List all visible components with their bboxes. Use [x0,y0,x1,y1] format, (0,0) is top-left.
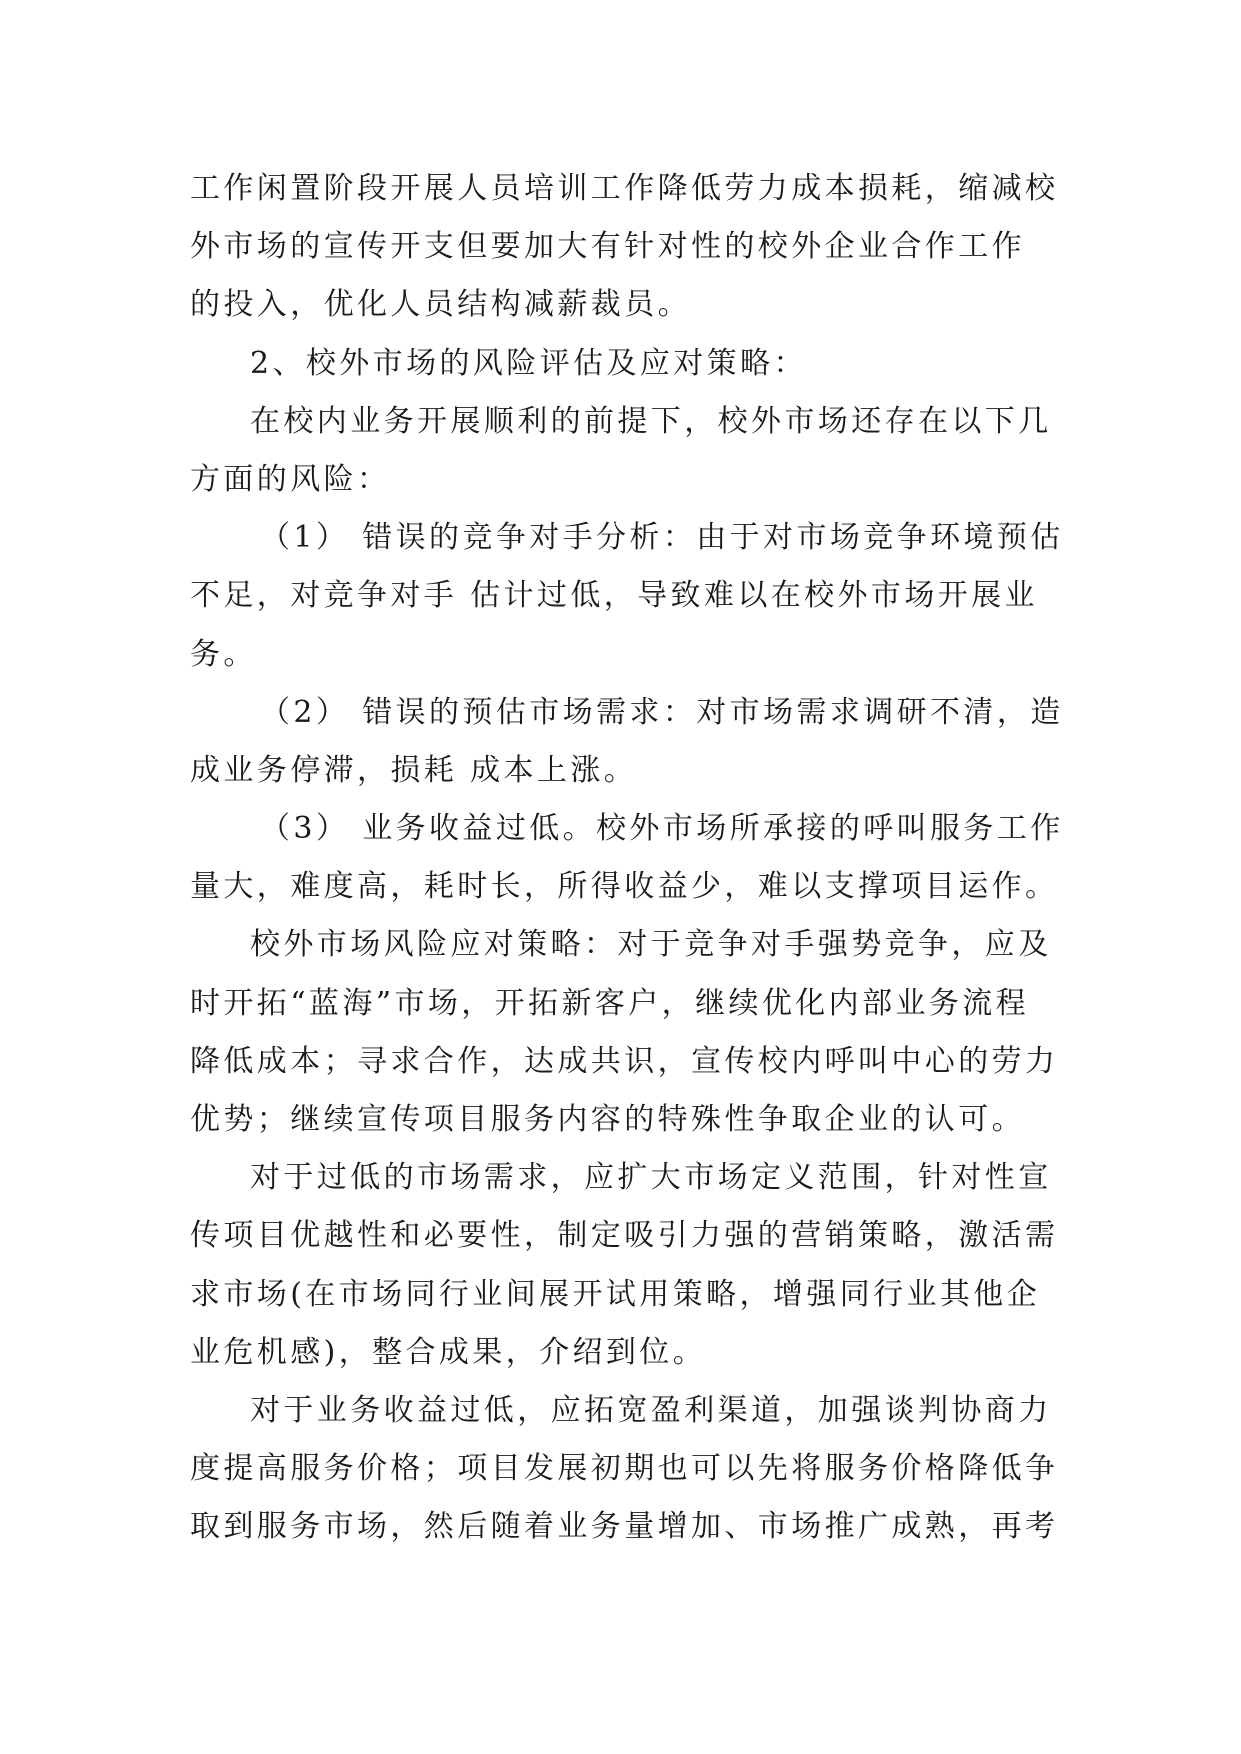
text-line: 成业务停滞，损耗 成本上涨。 [190,752,638,788]
text-line: 的投入，优化人员结构减薪裁员。 [190,287,691,323]
text-line: 业危机感)，整合成果，介绍到位。 [190,1334,707,1370]
document-body [190,160,1064,1557]
text-line: 量大，难度高，耗时长，所得收益少，难以支撑项目运作。 [190,869,1059,905]
text-line: 方面的风险： [190,461,391,497]
text-line: 传项目优越性和必要性，制定吸引力强的营销策略，激活需 [190,1218,1059,1254]
text-line: 务。 [190,636,257,672]
text-line: 工作闲置阶段开展人员培训工作降低劳力成本损耗，缩减校 [190,171,1059,206]
text-line: 优势；继续宣传项目服务内容的特殊性争取企业的认可。 [190,1102,1025,1137]
text-line: （2） 错误的预估市场需求：对市场需求调研不清，造 [260,694,1064,730]
text-line: 2、校外市场的风险评估及应对策略： [250,345,807,381]
text-line: 度提高服务价格；项目发展初期也可以先将服务价格降低争 [190,1451,1059,1487]
text-line: （3） 业务收益过低。校外市场所承接的呼叫服务工作 [260,811,1064,847]
text-line: 降低成本；寻求合作，达成共识，宣传校内呼叫中心的劳力 [190,1043,1059,1079]
text-line: 外市场的宣传开支但要加大有针对性的校外企业合作工作 [190,229,1025,265]
text-line: 在校内业务开展顺利的前提下，校外市场还存在以下几 [250,403,1052,439]
text-line: 取到服务市场，然后随着业务量增加、市场推广成熟，再考 [190,1509,1059,1545]
text-line: 对于过低的市场需求，应扩大市场定义范围，针对性宣 [250,1160,1052,1196]
text-line: （1） 错误的竞争对手分析：由于对市场竞争环境预估 [260,520,1064,556]
text-line: 不足，对竞争对手 估计过低，导致难以在校外市场开展业 [190,578,1038,614]
text-line: 时开拓“蓝海”市场，开拓新客户，继续优化内部业务流程 [190,985,1030,1021]
text-line: 求市场(在市场同行业间展开试用策略，增强同行业其他企 [190,1276,1041,1312]
text-line: 对于业务收益过低，应拓宽盈利渠道，加强谈判协商力 [250,1392,1052,1428]
text-line: 校外市场风险应对策略：对于竞争对手强势竞争，应及 [250,927,1052,963]
